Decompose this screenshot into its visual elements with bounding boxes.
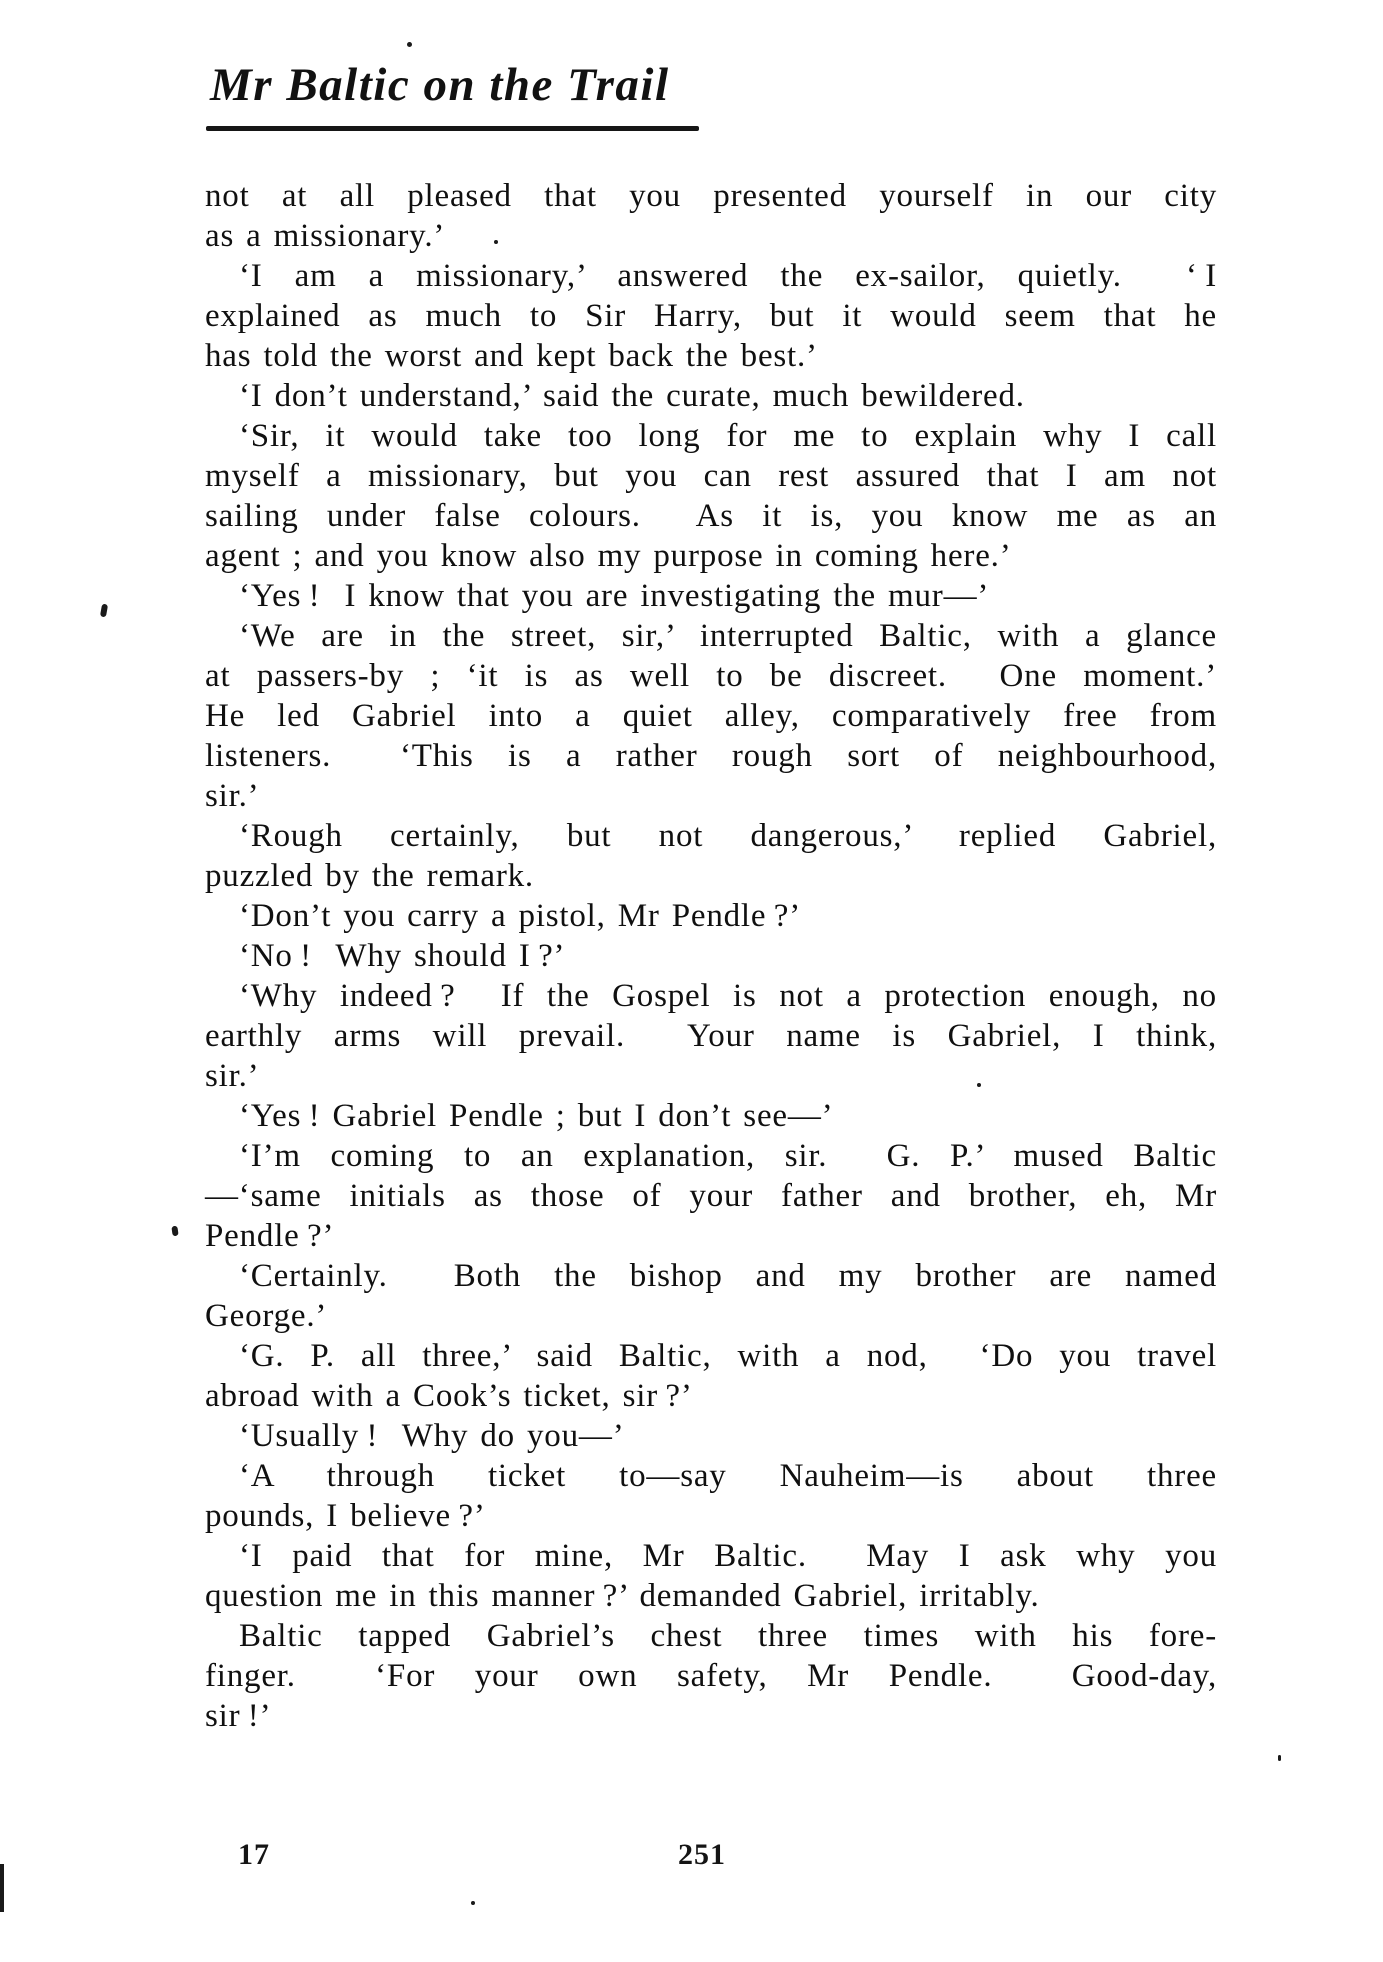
text-line: sir.’ xyxy=(205,778,260,814)
text-line: ‘Don’t you carry a pistol, Mr Pendle ?’ xyxy=(239,898,801,934)
text-line: finger. ‘For your own safety, Mr Pendle. Good-day, xyxy=(205,1658,1217,1694)
text-line: ‘Rough certainly, but not dangerous,’ replied Gabriel, xyxy=(239,818,1217,854)
text-line: ‘I paid that for mine, Mr Baltic. May I ask why you xyxy=(239,1538,1217,1574)
text-line: Baltic tapped Gabriel’s chest three times with his fore- xyxy=(239,1618,1217,1654)
scan-speck xyxy=(977,1083,981,1087)
text-line: not at all pleased that you presented yourself in our city xyxy=(205,178,1217,214)
text-line: sir.’ xyxy=(205,1058,260,1094)
scan-speck xyxy=(494,240,498,244)
text-line: explained as much to Sir Harry, but it would seem that he xyxy=(205,298,1217,334)
text-line: ‘I don’t understand,’ said the curate, much bewildered. xyxy=(239,378,1025,414)
text-line: Pendle ?’ xyxy=(205,1218,335,1254)
text-line: question me in this manner ?’ demanded Gabriel, irritably. xyxy=(205,1578,1040,1614)
text-line: —‘same initials as those of your father and brother, eh, Mr xyxy=(205,1178,1217,1214)
header-rule xyxy=(206,126,699,131)
text-line: listeners. ‘This is a rather rough sort of neighbourhood, xyxy=(205,738,1217,774)
text-line: ‘Why indeed ? If the Gospel is not a protection enough, no xyxy=(239,978,1217,1014)
text-line: myself a missionary, but you can rest assured that I am not xyxy=(205,458,1217,494)
text-line: ‘We are in the street, sir,’ interrupted Baltic, with a glance xyxy=(239,618,1217,654)
text-line: ‘Usually ! Why do you—’ xyxy=(239,1418,625,1454)
text-line: at passers-by ; ‘it is as well to be discreet. One moment.’ xyxy=(205,658,1217,694)
text-line: ‘No ! Why should I ?’ xyxy=(239,938,566,974)
scan-speck xyxy=(0,1864,4,1912)
text-line: ‘I am a missionary,’ answered the ex-sailor, quietly. ‘ I xyxy=(239,258,1217,294)
text-line: agent ; and you know also my purpose in coming here.’ xyxy=(205,538,1012,574)
page-number: 251 xyxy=(678,1838,726,1871)
text-line: earthly arms will prevail. Your name is Gabriel, I think, xyxy=(205,1018,1217,1054)
scan-speck xyxy=(100,604,108,618)
text-line: has told the worst and kept back the best.’ xyxy=(205,338,818,374)
text-line: pounds, I believe ?’ xyxy=(205,1498,486,1534)
text-line: abroad with a Cook’s ticket, sir ?’ xyxy=(205,1378,693,1414)
text-line: George.’ xyxy=(205,1298,328,1334)
text-line: ‘I’m coming to an explanation, sir. G. P.’ mused Baltic xyxy=(239,1138,1217,1174)
text-line: puzzled by the remark. xyxy=(205,858,534,894)
scan-speck xyxy=(171,1226,178,1237)
scan-speck xyxy=(1278,1755,1281,1761)
text-line: ‘Sir, it would take too long for me to explain why I call xyxy=(239,418,1217,454)
text-line: ‘A through ticket to—say Nauheim—is about three xyxy=(239,1458,1217,1494)
running-head: Mr Baltic on the Trail xyxy=(210,59,670,111)
text-line: ‘Certainly. Both the bishop and my brother are named xyxy=(239,1258,1217,1294)
text-line: as a missionary.’ xyxy=(205,218,446,254)
text-line: ‘Yes ! Gabriel Pendle ; but I don’t see—’ xyxy=(239,1098,834,1134)
signature-number: 17 xyxy=(238,1838,270,1871)
scan-speck xyxy=(471,1901,475,1905)
text-line: ‘Yes ! I know that you are investigating the mur—’ xyxy=(239,578,990,614)
scan-speck xyxy=(407,42,412,47)
text-line: ‘G. P. all three,’ said Baltic, with a nod, ‘Do you travel xyxy=(239,1338,1217,1374)
text-line: sailing under false colours. As it is, you know me as an xyxy=(205,498,1217,534)
text-line: He led Gabriel into a quiet alley, comparatively free from xyxy=(205,698,1217,734)
page-text xyxy=(205,176,1217,1736)
text-line: sir !’ xyxy=(205,1698,272,1734)
